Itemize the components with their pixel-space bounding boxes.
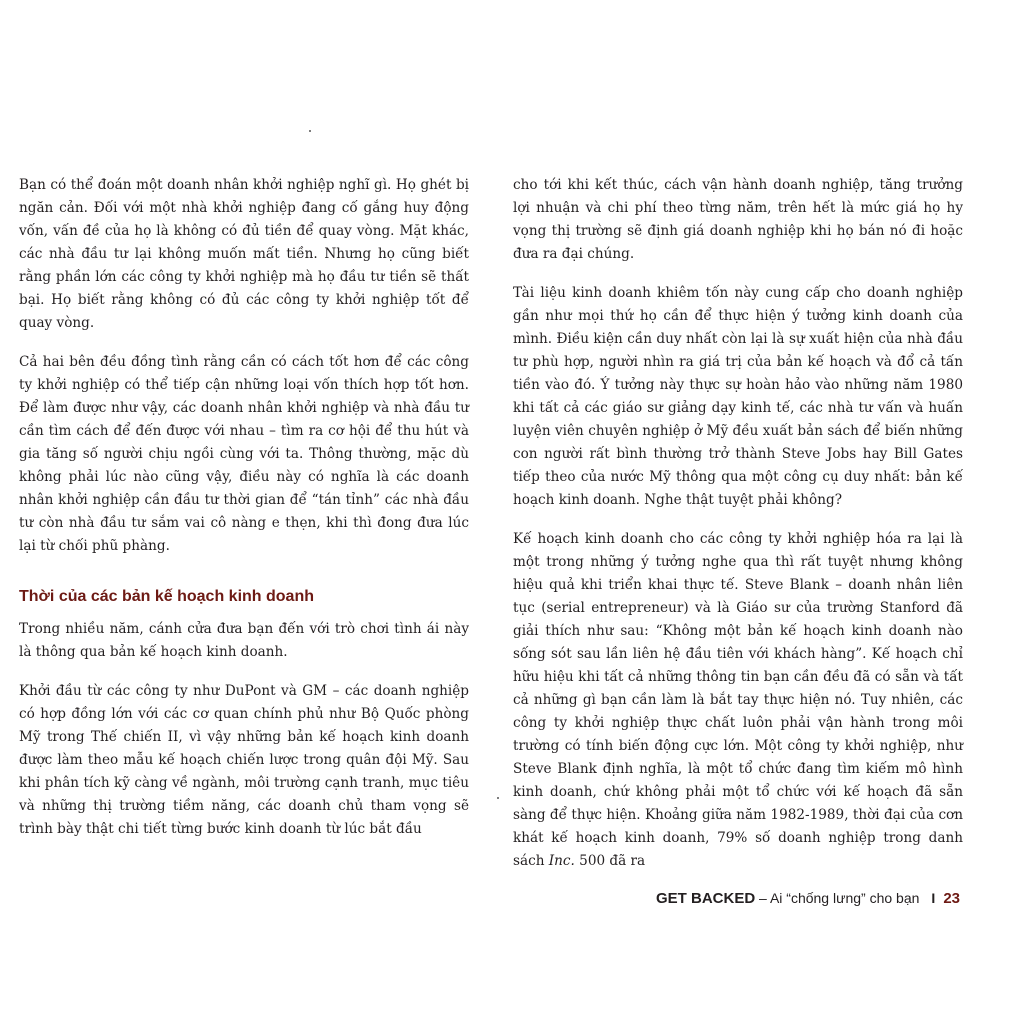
book-title: GET BACKED [655,890,756,907]
paragraph: Khởi đầu từ các công ty như DuPont và GM – các doanh nghiệp có hợp đồng lớn với các cơ quan chính phủ như Bộ Quốc phòng Mỹ trong Thế chiến II, vì vậy những bản kế hoạch kinh doanh được làm theo mẫu kế hoạch chiến lược trong quân đội Mỹ. Sau khi phân tích kỹ càng về ngành, môi trường cạnh tranh, mục tiêu và những thị trường tiềm năng, các doanh chủ tham vọng sẽ trình bày thật chi tiết từng bước kinh doanh từ lúc bắt đầu [19,683,469,837]
paragraph: Cả hai bên đều đồng tình rằng cần có cách tốt hơn để các công ty khởi nghiệp có thể tiếp cận những loại vốn thích hợp tốt hơn. Để làm được như vậy, các doanh nhân khởi nghiệp và nhà đầu tư cần tìm cách để đến được với nhau – tìm ra cơ hội để thu hút và gia tăng số người chịu ngồi cùng với ta. Thông thường, mặc dù không phải lúc nào cũng vậy, điều này có nghĩa là các doanh nhân khởi nghiệp cần đầu tư thời gian để “tán tỉnh” các nhà đầu tư còn nhà đầu tư sắm vai cô nàng e thẹn, khi thì đong đưa lúc lại từ chối phũ phàng. [19,354,469,554]
book-subtitle: – Ai “chống lưng” cho bạn [755,890,920,906]
print-speck [309,130,311,132]
footer-separator: I [931,890,936,906]
section-heading: Thời của các bản kế hoạch kinh doanh [19,588,314,605]
paragraph [513,528,963,873]
publication-name: Inc. [548,853,575,869]
paragraph-text: 500 đã ra [574,853,646,869]
running-footer [656,890,960,907]
left-column [19,174,469,857]
print-speck [497,797,499,799]
paragraph: Bạn có thể đoán một doanh nhân khởi nghiệp nghĩ gì. Họ ghét bị ngăn cản. Đối với một nhà khởi nghiệp đang cố gắng huy động vốn, vấn đề của họ là không có đủ tiền để quay vòng. Mặt khác, các nhà đầu tư lại không muốn mất tiền. Nhưng họ cũng biết rằng phần lớn các công ty khởi nghiệp mà họ đầu tư tiền sẽ thất bại. Họ biết rằng không có đủ các công ty khởi nghiệp tốt để quay vòng. [19,177,469,331]
paragraph: cho tới khi kết thúc, cách vận hành doanh nghiệp, tăng trưởng lợi nhuận và chi phí theo từng năm, trên hết là mức giá họ hy vọng thị trường sẽ định giá doanh nghiệp khi họ bán nó đi hoặc đưa ra đại chúng. [513,177,963,262]
page-number: 23 [943,890,960,907]
paragraph-text: Kế hoạch kinh doanh cho các công ty khởi nghiệp hóa ra lại là một trong những ý tưởng nghe qua thì rất tuyệt nhưng không hiệu quả khi triển khai thực tế. Steve Blank – doanh nhân liên tục (serial entrepreneur) và là Giáo sư của trường Stanford đã giải thích như sau: “Không một bản kế hoạch kinh doanh nào sống sót sau lần liên hệ đầu tiên với khách hàng”. Kế hoạch chỉ hữu hiệu khi tất cả những thông tin bạn cần đều đã có sẵn và tất cả những gì bạn cần làm là bắt tay thực hiện nó. Tuy nhiên, các công ty khởi nghiệp thực chất luôn phải vận hành trong môi trường có tính biến động cực lớn. Một công ty khởi nghiệp, như Steve Blank định nghĩa, là một tổ chức đang tìm kiếm mô hình kinh doanh, chứ không phải một tổ chức với kế hoạch đã sẵn sàng để thực hiện. Khoảng giữa năm 1982-1989, thời đại của cơn khát kế hoạch kinh doanh, 79% số doanh nghiệp trong danh sách [513,531,963,869]
right-column [513,174,963,889]
paragraph: Trong nhiều năm, cánh cửa đưa bạn đến với trò chơi tình ái này là thông qua bản kế hoạch kinh doanh. [19,621,469,660]
paragraph: Tài liệu kinh doanh khiêm tốn này cung cấp cho doanh nghiệp gần như mọi thứ họ cần để thực hiện ý tưởng kinh doanh của mình. Điều kiện cần duy nhất còn lại là sự xuất hiện của nhà đầu tư phù hợp, người nhìn ra giá trị của bản kế hoạch và đổ cả tấn tiền vào đó. Ý tưởng này thực sự hoàn hảo vào những năm 1980 khi tất cả các giáo sư giảng dạy kinh tế, các nhà tư vấn và huấn luyện viên chuyên nghiệp ở Mỹ đều xuất bản sách để biến những con người rất bình thường trở thành Steve Jobs hay Bill Gates tiếp theo của nước Mỹ thông qua một công cụ duy nhất: bản kế hoạch kinh doanh. Nghe thật tuyệt phải không? [513,285,963,508]
